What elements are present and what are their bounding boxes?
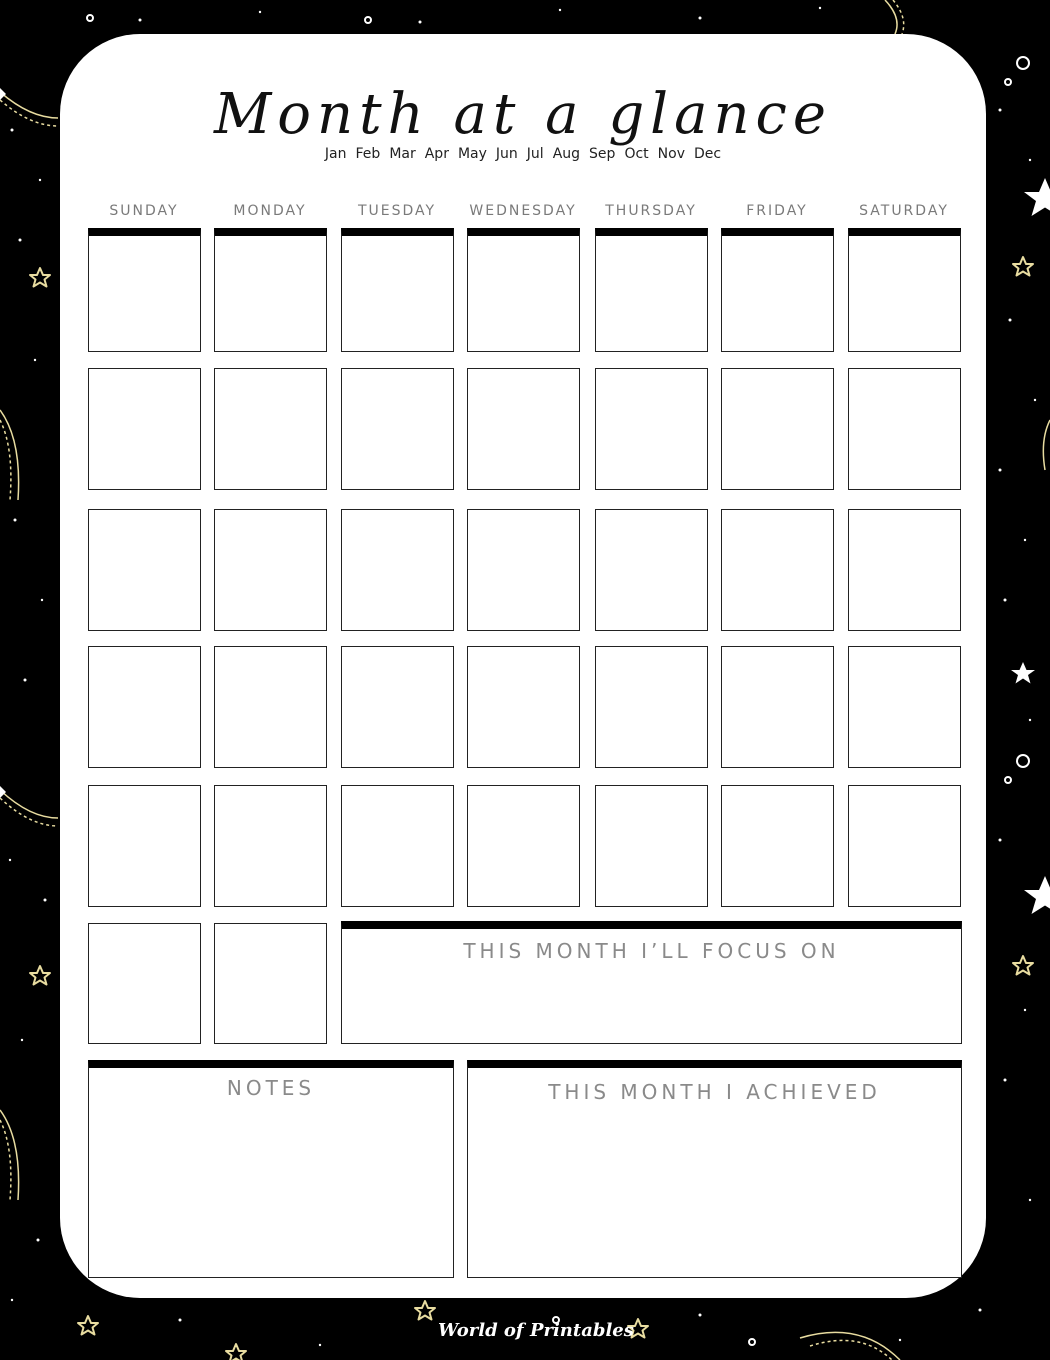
day-cell[interactable] xyxy=(341,509,454,631)
weekday-monday: MONDAY xyxy=(233,203,307,219)
day-cell[interactable] xyxy=(214,368,327,490)
day-cell[interactable] xyxy=(595,785,708,907)
day-cell[interactable] xyxy=(467,509,580,631)
month-apr[interactable]: Apr xyxy=(424,146,449,162)
day-cell[interactable] xyxy=(88,785,201,907)
planner-page xyxy=(60,34,986,1298)
achieved-box[interactable] xyxy=(467,1060,962,1278)
day-cell[interactable] xyxy=(848,785,961,907)
day-cell[interactable] xyxy=(467,228,580,352)
month-jun[interactable]: Jun xyxy=(495,146,518,162)
day-cell[interactable] xyxy=(341,646,454,768)
month-feb[interactable]: Feb xyxy=(355,146,381,162)
day-cell[interactable] xyxy=(721,646,834,768)
achieved-heading: THIS MONTH I ACHIEVED xyxy=(548,1080,881,1104)
day-cell[interactable] xyxy=(848,646,961,768)
day-cell[interactable] xyxy=(467,368,580,490)
focus-heading: THIS MONTH I’LL FOCUS ON xyxy=(463,939,840,963)
weekday-thursday: THURSDAY xyxy=(605,203,697,219)
month-sep[interactable]: Sep xyxy=(589,146,616,162)
day-cell[interactable] xyxy=(467,785,580,907)
day-cell[interactable] xyxy=(214,785,327,907)
day-cell[interactable] xyxy=(721,785,834,907)
notes-heading: NOTES xyxy=(226,1076,316,1100)
day-cell[interactable] xyxy=(341,368,454,490)
month-dec[interactable]: Dec xyxy=(693,146,722,162)
day-cell[interactable] xyxy=(467,646,580,768)
day-cell[interactable] xyxy=(848,368,961,490)
month-aug[interactable]: Aug xyxy=(552,146,581,162)
day-cell[interactable] xyxy=(88,509,201,631)
month-nov[interactable]: Nov xyxy=(657,146,685,162)
day-cell[interactable] xyxy=(721,228,834,352)
day-cell[interactable] xyxy=(341,228,454,352)
day-cell[interactable] xyxy=(88,923,201,1044)
day-cell[interactable] xyxy=(595,646,708,768)
month-may[interactable]: May xyxy=(457,146,487,162)
month-mar[interactable]: Mar xyxy=(389,146,416,162)
day-cell[interactable] xyxy=(721,368,834,490)
day-cell[interactable] xyxy=(214,923,327,1044)
day-cell[interactable] xyxy=(214,509,327,631)
weekday-sunday: SUNDAY xyxy=(109,203,179,219)
day-cell[interactable] xyxy=(848,509,961,631)
day-cell[interactable] xyxy=(214,646,327,768)
weekday-saturday: SATURDAY xyxy=(859,203,949,219)
notes-box[interactable] xyxy=(88,1060,454,1278)
month-list xyxy=(60,146,986,162)
day-cell[interactable] xyxy=(88,646,201,768)
day-cell[interactable] xyxy=(595,368,708,490)
month-jul[interactable]: Jul xyxy=(526,146,544,162)
day-cell[interactable] xyxy=(214,228,327,352)
weekday-wednesday: WEDNESDAY xyxy=(469,203,577,219)
day-cell[interactable] xyxy=(595,228,708,352)
brand-logo: World of Printables xyxy=(438,1320,634,1341)
day-cell[interactable] xyxy=(88,228,201,352)
day-cell[interactable] xyxy=(595,509,708,631)
day-cell[interactable] xyxy=(721,509,834,631)
weekday-friday: FRIDAY xyxy=(746,203,808,219)
weekday-tuesday: TUESDAY xyxy=(357,203,437,219)
day-cell[interactable] xyxy=(341,785,454,907)
day-cell[interactable] xyxy=(88,368,201,490)
month-oct[interactable]: Oct xyxy=(624,146,649,162)
focus-box[interactable] xyxy=(341,921,962,1044)
day-cell[interactable] xyxy=(848,228,961,352)
page-title: Month at a glance xyxy=(213,82,833,147)
month-jan[interactable]: Jan xyxy=(324,146,347,162)
